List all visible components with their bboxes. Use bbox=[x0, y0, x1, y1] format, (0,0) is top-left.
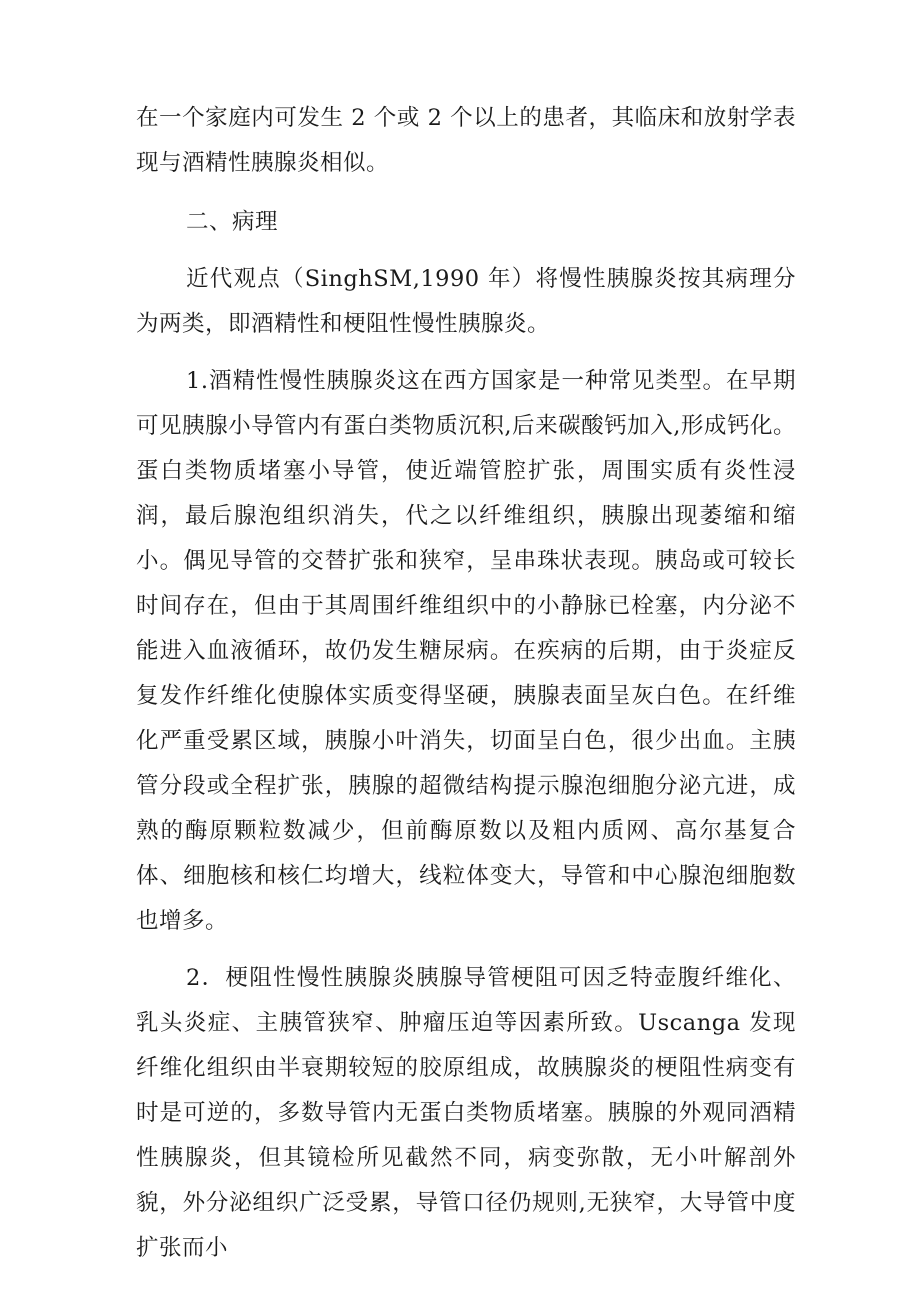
paragraph-intro: 在一个家庭内可发生 2 个或 2 个以上的患者，其临床和放射学表现与酒精性胰腺炎相似。 bbox=[136, 105, 796, 176]
paragraph-obstructive-pancreatitis: 2．梗阻性慢性胰腺炎胰腺导管梗阻可因乏特壶腹纤维化、乳头炎症、主胰管狭窄、肿瘤压迫等因素所致。Uscanga 发现纤维化组织由半衰期较短的胶原组成，故胰腺炎的梗阻性病变有时是可逆的，多数导管内无蛋白类物质堵塞。胰腺的外观同酒精性胰腺炎，但其镜检所见截然不同，病变弥散，无小叶解剖外貌，外分泌组织广泛受累，导管口径仍规则,无狭窄，大导管中度扩张而小 bbox=[136, 965, 796, 1261]
paragraph-alcoholic-pancreatitis: 1.酒精性慢性胰腺炎这在西方国家是一种常见类型。在早期可见胰腺小导管内有蛋白类物质沉积,后来碳酸钙加入,形成钙化。蛋白类物质堵塞小导管，使近端管腔扩张，周围实质有炎性浸润，最后腺泡组织消失，代之以纤维组织，胰腺出现萎缩和缩小。偶见导管的交替扩张和狭窄，呈串珠状表现。胰岛或可较长时间存在，但由于其周围纤维组织中的小静脉已栓塞，内分泌不能进入血液循环，故仍发生糖尿病。在疾病的后期，由于炎症反复发作纤维化使腺体实质变得坚硬，胰腺表面呈灰白色。在纤维化严重受累区域，胰腺小叶消失，切面呈白色，很少出血。主胰管分段或全程扩张，胰腺的超微结构提示腺泡细胞分泌亢进，成熟的酶原颗粒数减少，但前酶原数以及粗内质网、高尔基复合体、细胞核和核仁均增大，线粒体变大，导管和中心腺泡细胞数也增多。 bbox=[136, 368, 796, 934]
paragraph-modern-view: 近代观点（SinghSM,1990 年）将慢性胰腺炎按其病理分为两类，即酒精性和梗阻性慢性胰腺炎。 bbox=[136, 266, 796, 337]
section-heading-pathology: 二、病理 bbox=[186, 209, 279, 235]
document-body bbox=[136, 96, 796, 1283]
